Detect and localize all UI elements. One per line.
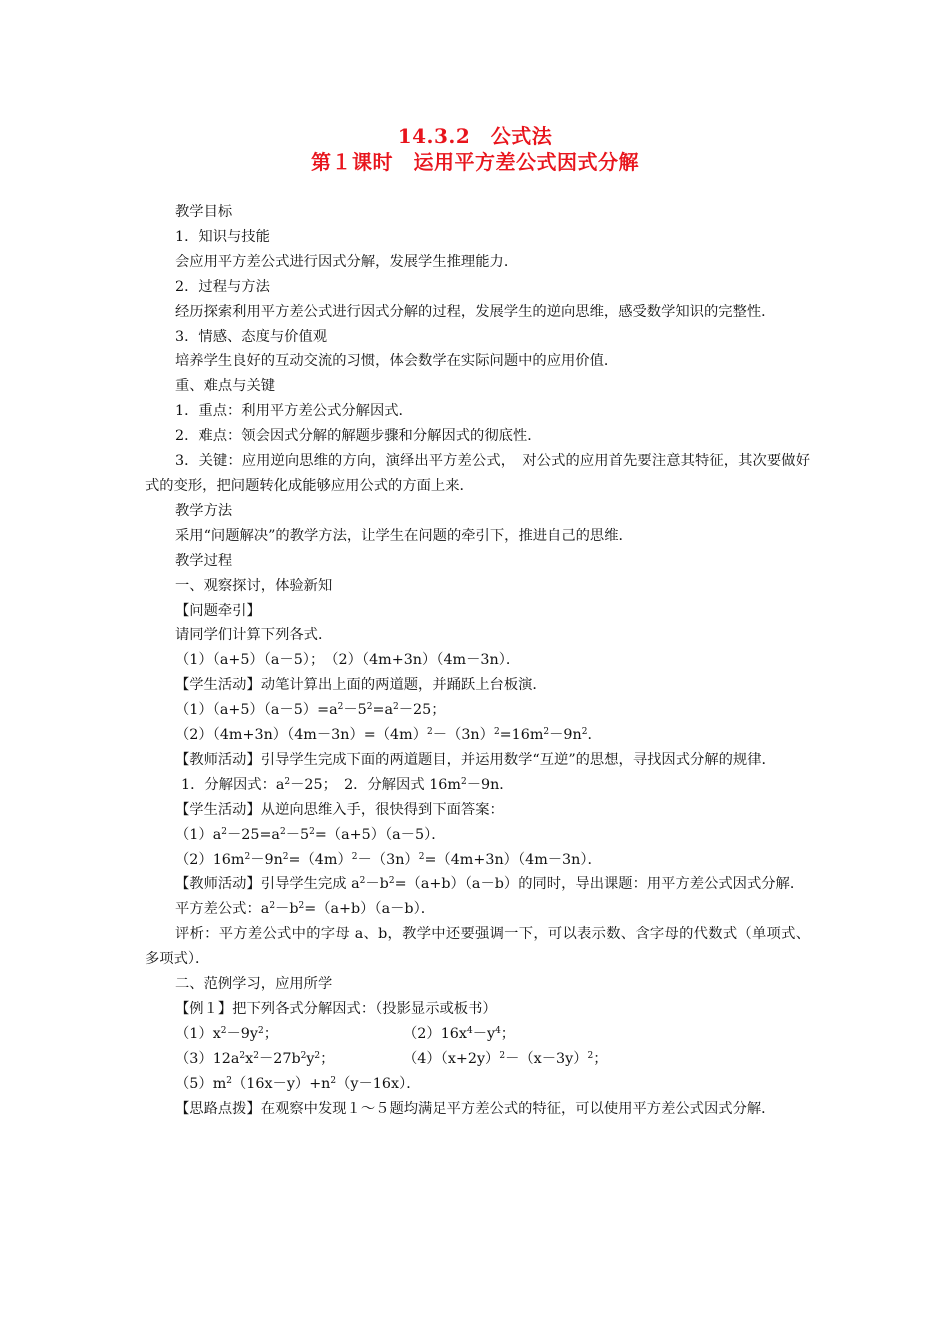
- student-activity-1: 【学生活动】动笔计算出上面的两道题，并踊跃上台板演．: [175, 677, 547, 694]
- heading-teaching-method: 教学方法: [175, 502, 233, 519]
- example-row-1: [145, 1022, 810, 1047]
- heading-key-points: 重、难点与关键: [175, 378, 276, 395]
- answer-line-1: $(1)a^2-25=a^2-5^2=(a+5)(a-5)$．: [175, 826, 446, 843]
- section-1-heading: 一、观察探讨，体验新知: [175, 577, 333, 594]
- key-point-3: 3．关键：应用逆向思维的方向，演绎出平方差公式， 对公式的应用首先要注意其特征，其次要做好式的变形，把问题转化成能够应用公式的方面上来．: [145, 453, 810, 494]
- problem-prompt: 请同学们计算下列各式．: [175, 627, 333, 644]
- example-row-2: [145, 1047, 810, 1072]
- example-item-5: $(5)m^2(16x-y)+n^2(y-16x)$．: [175, 1075, 421, 1092]
- key-point-2: 2．难点：领会因式分解的解题步骤和分解因式的彻底性．: [175, 428, 542, 445]
- section-2-heading: 二、范例学习，应用所学: [175, 976, 333, 993]
- problem-lead-label: 【问题牵引】: [175, 602, 261, 619]
- formula-comment: 评析：平方差公式中的字母 a、b，教学中还要强调一下，可以表示数、含字母的代数式（单项式、多项式）．: [145, 926, 810, 968]
- answer-line-2: $(2)16m^2-9n^2=(4m)^2-(3n)^2=(4m+3n)(4m-3n)$．: [175, 851, 602, 868]
- example-item-4: $(4)(x+2y)^2-(x-3y)^2$；: [403, 1050, 608, 1067]
- calc-line-2: $(2)(4m+3n)(4m-3n)=(4m)^2-(3n)^2=16m^2-9n^2$．: [175, 727, 602, 744]
- example-item-2: $(2)16x^4-y^4$；: [403, 1025, 516, 1042]
- goal-text-1: 会应用平方差公式进行因式分解，发展学生推理能力．: [175, 253, 519, 270]
- goal-item-3: 3．情感、态度与价值观: [175, 328, 328, 345]
- solution-hint: 【思路点拨】在观察中发现１～５题均满足平方差公式的特征，可以使用平方差公式因式分解．: [175, 1100, 776, 1117]
- goal-text-2: 经历探索利用平方差公式进行因式分解的过程，发展学生的逆向思维，感受数学知识的完整性．: [175, 303, 776, 320]
- document-body: [145, 200, 810, 1122]
- problem-expressions: （1）（a+5）（a－5）； （2）（4m+3n）（4m－3n）．: [175, 652, 521, 669]
- calc-line-1: $(1)(a+5)(a-5)=a^2-5^2=a^2-25$；: [175, 702, 446, 719]
- teacher-activity-1: 【教师活动】引导学生完成下面的两道题目，并运用数学“互逆”的思想，寻找因式分解的规律．: [175, 751, 776, 768]
- heading-teaching-process: 教学过程: [175, 552, 233, 569]
- key-point-1: 1．重点：利用平方差公式分解因式．: [175, 403, 413, 420]
- lesson-subtitle: 第１课时 运用平方差公式因式分解: [311, 150, 639, 174]
- example-1-prompt: 【例１】把下列各式分解因式：（投影显示或板书）: [175, 1001, 497, 1017]
- method-text: 采用“问题解决”的教学方法，让学生在问题的牵引下，推进自己的思维．: [175, 527, 633, 544]
- document-title: 14.3.2 公式法: [397, 124, 553, 148]
- teacher-activity-2: 【教师活动】引导学生完成 $a^2-b^2=(a+b)(a-b)$的同时，导出课题：用平方差公式因式分解．: [175, 876, 805, 893]
- factor-task: 1．分解因式：$a^2-25$； 2．分解因式 $16m^2-9n$．: [181, 776, 514, 793]
- example-item-1: $(1)x^2-9y^2$；: [175, 1025, 279, 1042]
- goal-item-2: 2．过程与方法: [175, 278, 270, 295]
- goal-item-1: 1．知识与技能: [175, 228, 270, 245]
- difference-of-squares-formula: 平方差公式：$a^2-b^2=(a+b)(a-b)$．: [175, 901, 436, 918]
- goal-text-3: 培养学生良好的互动交流的习惯，体会数学在实际问题中的应用价值．: [175, 353, 619, 370]
- student-activity-2: 【学生活动】从逆向思维入手，很快得到下面答案：: [175, 801, 504, 818]
- example-item-3: $(3)12a^2x^2-27b^2y^2$；: [175, 1050, 335, 1067]
- heading-teaching-goals: 教学目标: [175, 204, 233, 220]
